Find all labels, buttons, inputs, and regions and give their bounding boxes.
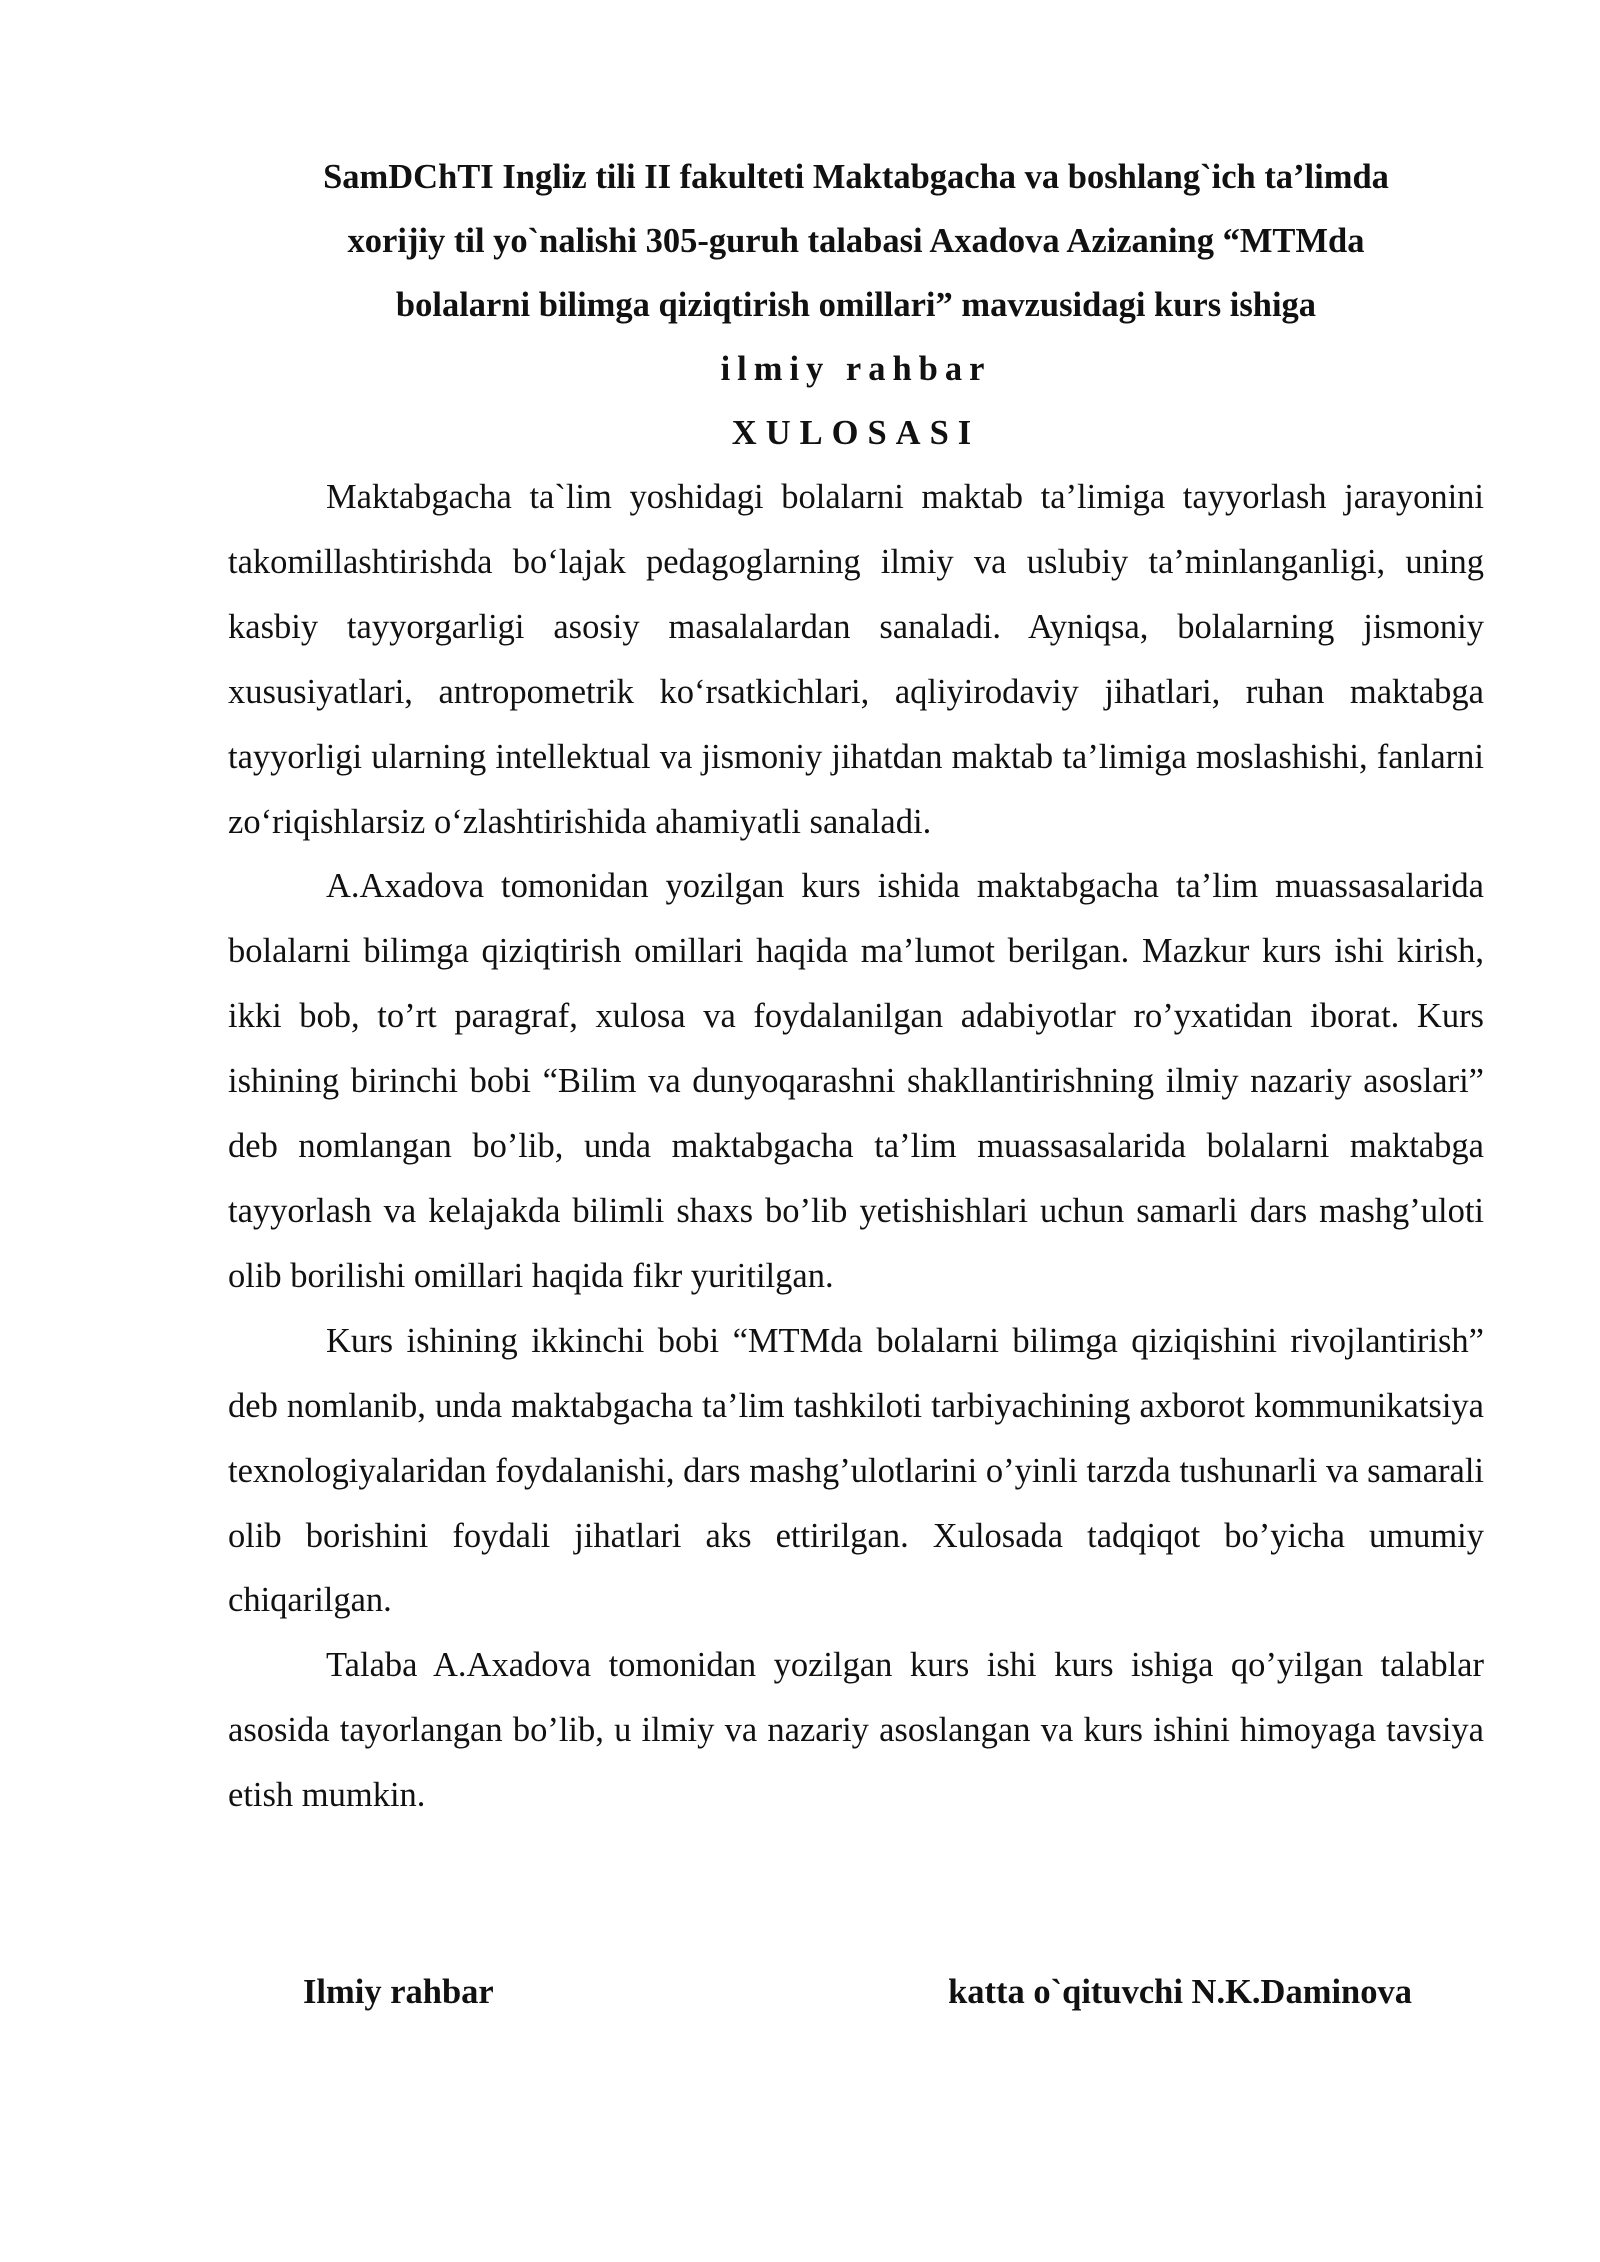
body-paragraph-2: A.Axadova tomonidan yozilgan kurs ishida maktabgacha ta’lim muassasalarida bolalarni bilimga qiziqtirish omillari haqida ma’lumot berilgan. Mazkur kurs ishi kirish, ikki bob, to’rt paragraf, xulosa va foydalanilgan adabiyotlar ro’yxatidan iborat. Kurs ishining birinchi bobi “Bilim va dunyoqarashni shakllantirishning ilmiy nazariy asoslari” deb nomlangan bo’lib, unda maktabgacha ta’lim muassasalarida bolalarni maktabga tayyorlash va kelajakda bilimli shaxs bo’lib yetishishlari uchun samarli dars mashg’uloti olib borilishi omillari haqida fikr yuritilgan. (228, 867, 1484, 1295)
signature-line (228, 1960, 1484, 2024)
header-line-2: xorijiy til yo`nalishi 305-guruh talabasi Axadova Azizaning “MTMda (347, 222, 1365, 260)
document-page (228, 145, 1485, 2011)
body-paragraph-3: Kurs ishining ikkinchi bobi “MTMda bolalarni bilimga qiziqishini rivojlantirish” deb nomlanib, unda maktabgacha ta’lim tashkiloti tarbiyachining axborot kommunikatsiya texnologiyalaridan foydalanishi, dars mashg’ulotlarini o’yinli tarzda tushunarli va samarali olib borishini foydali jihatlari aks ettirilgan. Xulosada tadqiqot bo’yicha umumiy chiqarilgan. (228, 1321, 1485, 1620)
role-heading: ilmiy rahbar (720, 350, 992, 388)
signature-name: katta o`qituvchi N.K.Daminova (948, 1973, 1412, 2011)
signature-role: Ilmiy rahbar (303, 1973, 494, 2011)
header-line-1: SamDChTI Ingliz tili II fakulteti Maktabgacha va boshlang`ich ta’limda (323, 158, 1389, 196)
body-paragraph-1: Maktabgacha ta`lim yoshidagi bolalarni maktab ta’limiga tayyorlash jarayonini takomillashtirishda bo‘lajak pedagoglarning ilmiy va uslubiy ta’minlanganligi, uning kasbiy tayyorgarligi asosiy masalalardan sanaladi. Ayniqsa, bolalarning jismoniy xususiyatlari, antropometrik ko‘rsatkichlari, aqliyirodaviy jihatlari, ruhan maktabga tayyorligi ularning intellektual va jismoniy jihatdan maktab ta’limiga moslashishi, fanlarni zo‘riqishlarsiz o‘zlashtirishida ahamiyatli sanaladi. (228, 478, 1484, 841)
body-paragraph-4: Talaba A.Axadova tomonidan yozilgan kurs ishi kurs ishiga qo’yilgan talablar asosida tayorlangan bo’lib, u ilmiy va nazariy asoslangan va kurs ishini himoyaga tavsiya etish mumkin. (228, 1646, 1484, 1815)
document-title: XULOSASI (731, 414, 981, 452)
header-line-3: bolalarni bilimga qiziqtirish omillari” mavzusidagi kurs ishiga (395, 286, 1317, 324)
